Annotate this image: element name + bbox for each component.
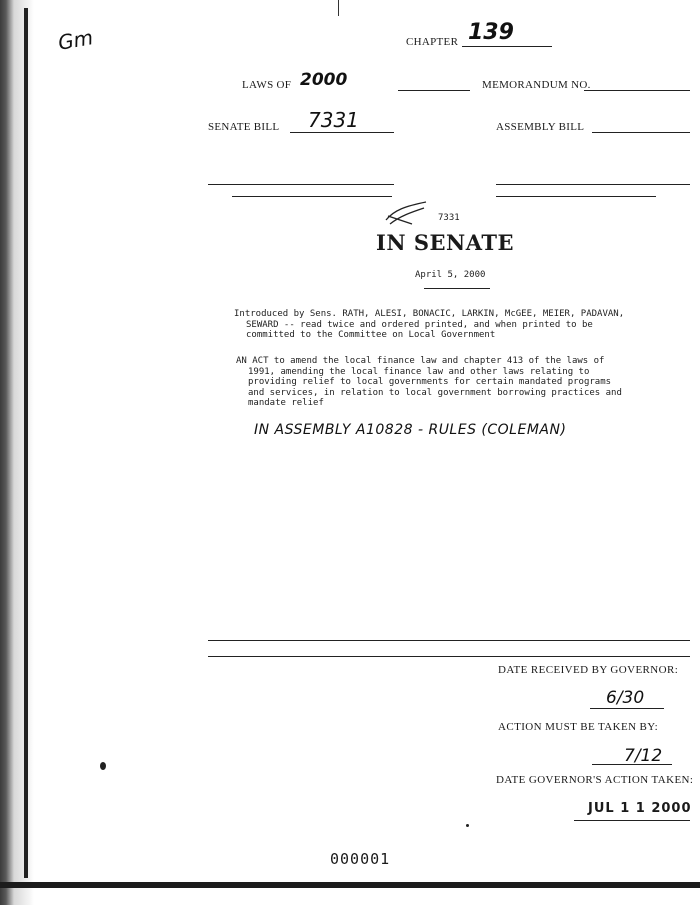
act-line: providing relief to local governments for certain mandated programs [248,377,612,387]
action-taken-label: DATE GOVERNOR'S ACTION TAKEN: [496,774,694,786]
divider-line [208,656,690,657]
scan-speck [466,824,469,827]
date-received-label: DATE RECEIVED BY GOVERNOR: [498,664,679,676]
date-rule [424,288,490,289]
introduced-by [234,309,624,341]
document-number: 000001 [330,850,391,868]
blank-line-right [496,184,690,185]
scan-edge-shadow [0,0,34,905]
date-received-value: 6/30 [606,688,645,708]
bill-title: IN SENATE [376,230,514,255]
fold-mark [338,0,339,16]
act-line: 1991, amending the local finance law and other laws relating to [248,366,590,377]
act-line: mandate relief [248,398,324,408]
laws-label: LAWS OF [242,79,292,91]
blank-line-left [208,184,394,185]
introduced-line: Introduced by Sens. RATH, ALESI, BONACIC, LARKIN, McGEE, MEIER, PADAVAN, [234,309,625,319]
laws-underline [398,90,470,91]
chapter-value: 139 [468,20,514,45]
memorandum-label: MEMORANDUM NO. [482,79,591,91]
rule-line [496,196,656,197]
introduced-line: SEWARD -- read twice and ordered printed, and when printed to be [246,319,593,330]
scribble-mark-icon [382,198,432,228]
assembly-note: IN ASSEMBLY A10828 - RULES (COLEMAN) [254,422,567,438]
action-taken-underline [574,820,690,821]
laws-value: 2000 [300,70,348,90]
assembly-bill-underline [592,132,690,133]
bill-number: 7331 [438,213,460,223]
handwritten-initials: Gm [56,25,95,55]
senate-bill-label: SENATE BILL [208,121,280,133]
act-line: AN ACT to amend the local finance law and chapter 413 of the laws of [236,356,605,366]
assembly-bill-label: ASSEMBLY BILL [496,121,585,133]
scan-left-border [24,8,28,878]
divider-line [208,640,690,641]
date-received-underline [590,708,664,709]
memorandum-underline [584,90,690,91]
act-description [236,356,622,409]
action-taken-stamp: JUL 1 1 2000 [588,801,692,816]
bill-date: April 5, 2000 [415,270,486,280]
senate-bill-value: 7331 [308,108,359,132]
introduced-line: committed to the Committee on Local Government [246,330,496,340]
scan-speck [100,762,106,770]
rule-line [232,196,392,197]
senate-bill-underline [290,132,394,133]
action-by-underline [592,764,672,765]
action-by-label: ACTION MUST BE TAKEN BY: [498,721,659,733]
act-line: and services, in relation to local government borrowing practices and [248,387,622,398]
action-by-value: 7/12 [624,746,663,766]
chapter-label: CHAPTER [406,36,459,48]
chapter-underline [462,46,552,47]
scan-bottom-border [0,882,700,888]
